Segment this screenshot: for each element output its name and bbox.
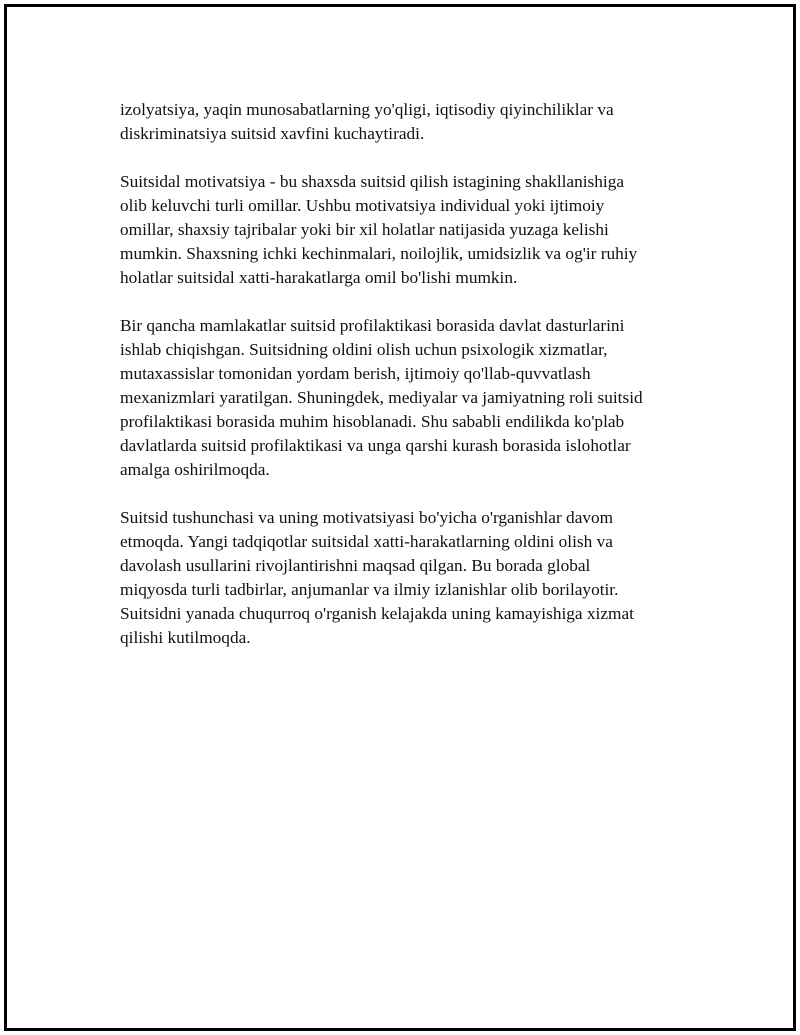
paragraph-2 — [120, 170, 695, 290]
page-body — [120, 98, 695, 674]
text-line: ishlab chiqishgan. Suitsidning oldini olish uchun psixologik xizmatlar, — [120, 340, 608, 359]
text-line: mumkin. Shaxsning ichki kechinmalari, noilojlik, umidsizlik va og'ir ruhiy — [120, 244, 638, 263]
text-line: izolyatsiya, yaqin munosabatlarning yo'qligi, iqtisodiy qiyinchiliklar va — [120, 100, 614, 119]
text-line: qilishi kutilmoqda. — [120, 628, 251, 647]
text-line: mutaxassislar tomonidan yordam berish, ijtimoiy qo'llab-quvvatlash — [120, 364, 591, 383]
text-line: holatlar suitsidal xatti-harakatlarga omil bo'lishi mumkin. — [120, 268, 518, 287]
text-line: olib keluvchi turli omillar. Ushbu motivatsiya individual yoki ijtimoiy — [120, 196, 605, 215]
text-line: diskriminatsiya suitsid xavfini kuchaytiradi. — [120, 124, 425, 143]
text-line: etmoqda. Yangi tadqiqotlar suitsidal xatti-harakatlarning oldini olish va — [120, 532, 613, 551]
text-line: amalga oshirilmoqda. — [120, 460, 270, 479]
text-line: davolash usullarini rivojlantirishni maqsad qilgan. Bu borada global — [120, 556, 591, 575]
text-line: Suitsidal motivatsiya - bu shaxsda suitsid qilish istagining shakllanishiga — [120, 172, 625, 191]
text-line: omillar, shaxsiy tajribalar yoki bir xil holatlar natijasida yuzaga kelishi — [120, 220, 609, 239]
text-line: profilaktikasi borasida muhim hisoblanadi. Shu sababli endilikda ko'plab — [120, 412, 625, 431]
text-line: Bir qancha mamlakatlar suitsid profilaktikasi borasida davlat dasturlarini — [120, 316, 625, 335]
paragraph-1 — [120, 98, 695, 146]
paragraph-4 — [120, 506, 695, 650]
text-line: mexanizmlari yaratilgan. Shuningdek, mediyalar va jamiyatning roli suitsid — [120, 388, 643, 407]
text-line: miqyosda turli tadbirlar, anjumanlar va ilmiy izlanishlar olib borilayotir. — [120, 580, 619, 599]
text-line: Suitsid tushunchasi va uning motivatsiyasi bo'yicha o'rganishlar davom — [120, 508, 614, 527]
paragraph-3 — [120, 314, 695, 482]
text-line: davlatlarda suitsid profilaktikasi va unga qarshi kurash borasida islohotlar — [120, 436, 631, 455]
text-line: Suitsidni yanada chuqurroq o'rganish kelajakda uning kamayishiga xizmat — [120, 604, 634, 623]
page-frame — [4, 4, 796, 1031]
